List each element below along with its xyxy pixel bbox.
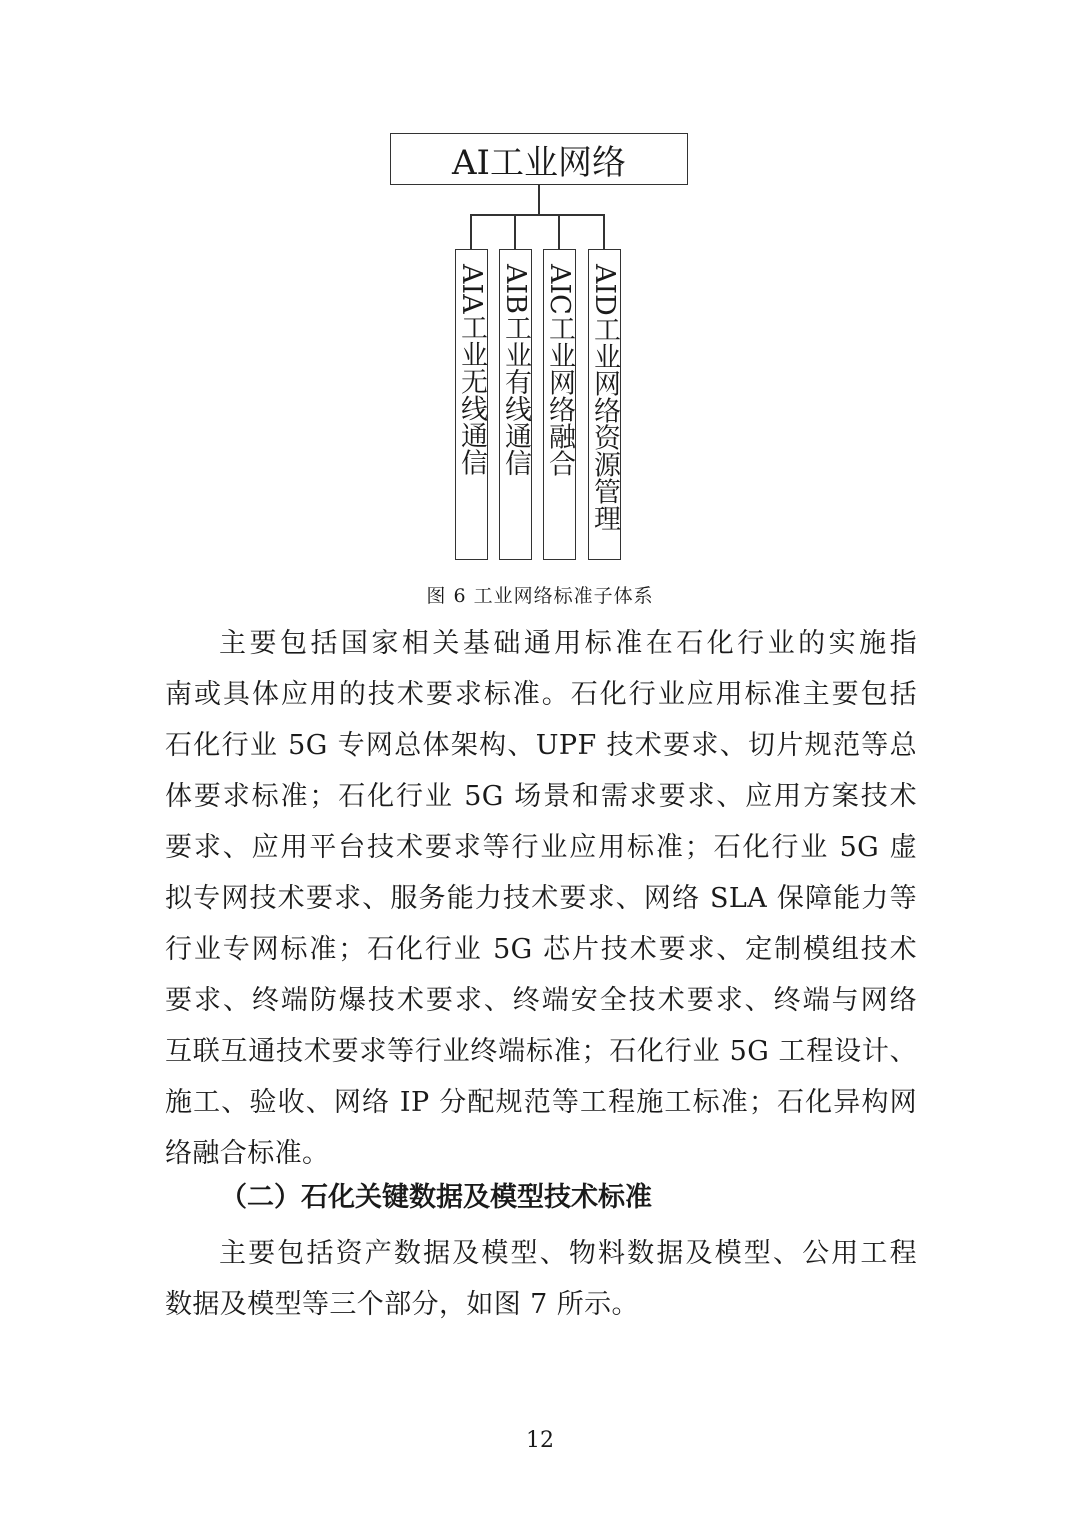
paragraph-line: 体要求标准；石化行业 5G 场景和需求要求、应用方案技术 xyxy=(165,781,917,812)
paragraph-line: 拟专网技术要求、服务能力技术要求、网络 SLA 保障能力等 xyxy=(165,883,917,914)
paragraph-line: 石化行业 5G 专网总体架构、UPF 技术要求、切片规范等总 xyxy=(165,730,917,761)
paragraph-line: 主要包括资产数据及模型、物料数据及模型、公用工程 xyxy=(219,1238,917,1269)
figure-caption: 图 6 工业网络标准子体系 xyxy=(426,585,654,607)
diagram-child-node xyxy=(499,249,532,560)
paragraph-line: 互联互通技术要求等行业终端标准；石化行业 5G 工程设计、 xyxy=(165,1036,917,1067)
paragraph-line: 数据及模型等三个部分，如图 7 所示。 xyxy=(165,1289,639,1320)
diagram-child-label: 工业无线通信 xyxy=(456,313,487,476)
diagram-connector-trunk xyxy=(538,185,540,215)
diagram-root-node xyxy=(390,133,688,185)
body-paragraph xyxy=(165,1228,917,1330)
diagram-child-label: 工业有线通信 xyxy=(500,314,531,477)
section-heading: （二）石化关键数据及模型技术标准 xyxy=(220,1182,652,1213)
paragraph-line: 南或具体应用的技术要求标准。石化行业应用标准主要包括 xyxy=(165,679,917,710)
diagram-child-code: AIA xyxy=(456,264,487,314)
diagram-connector-drop xyxy=(603,214,605,250)
diagram-child-code: AID xyxy=(589,264,620,316)
diagram-child-label: 工业网络资源管理 xyxy=(589,315,620,532)
diagram-connector-drop xyxy=(514,214,516,250)
paragraph-line: 络融合标准。 xyxy=(165,1138,330,1169)
diagram-connector-bar xyxy=(470,214,604,216)
paragraph-line: 要求、终端防爆技术要求、终端安全技术要求、终端与网络 xyxy=(165,985,917,1016)
diagram-child-label: 工业网络融合 xyxy=(544,314,575,477)
paragraph-line: 行业专网标准；石化行业 5G 芯片技术要求、定制模组技术 xyxy=(165,934,917,965)
diagram-connector-drop xyxy=(558,214,560,250)
paragraph-line: 要求、应用平台技术要求等行业应用标准；石化行业 5G 虚 xyxy=(165,832,917,863)
page-number: 12 xyxy=(526,1428,554,1453)
diagram-child-node xyxy=(455,249,488,560)
paragraph-line: 施工、验收、网络 IP 分配规范等工程施工标准；石化异构网 xyxy=(165,1087,917,1118)
diagram-child-code: AIC xyxy=(544,264,575,315)
diagram-child-code: AIB xyxy=(500,264,531,315)
diagram-root-label: AI工业网络 xyxy=(452,142,626,183)
diagram-child-node xyxy=(543,249,576,560)
body-paragraph xyxy=(165,618,917,1179)
paragraph-line: 主要包括国家相关基础通用标准在石化行业的实施指 xyxy=(219,628,917,659)
diagram-connector-drop xyxy=(470,214,472,250)
diagram-child-node xyxy=(588,249,621,560)
network-standard-diagram xyxy=(0,0,1080,570)
